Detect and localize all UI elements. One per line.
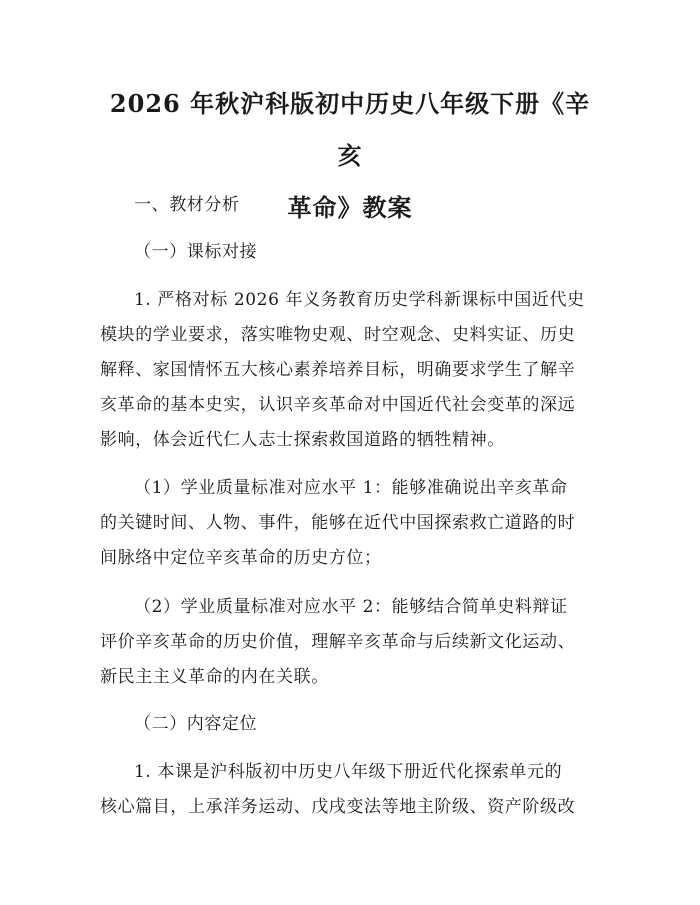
paragraph-quality-level-1: （1）学业质量标准对应水平 1：能够准确说出辛亥革命 的关键时间、人物、事件，能够在近代中国探索救亡道路的时 间脉络中定位辛亥革命的历史方位； [100,478,576,568]
paragraph-quality-level-2: （2）学业质量标准对应水平 2：能够结合简单史料辩证 评价辛亥革命的历史价值，理解辛亥革命与后续新文化运动、 新民主主义革命的内在关联。 [100,597,576,687]
heading-content-positioning: （二）内容定位 [134,714,258,734]
heading-teaching-material-analysis: 一、教材分析 [134,195,240,215]
paragraph-content-positioning: 1. 本课是沪科版初中历史八年级下册近代化探索单元的 核心篇目，上承洋务运动、戊戌变法等地主阶级、资产阶级改 [100,762,576,817]
heading-curriculum-alignment: （一）课标对接 [134,242,258,262]
paragraph-curriculum-requirements: 1. 严格对标 2026 年义务教育历史学科新课标中国近代史 模块的学业要求，落实唯物史观、时空观念、史料实证、历史 解释、家国情怀五大核心素养培养目标，明确要求学生了解辛 亥革命的基本史实，认识辛亥革命对中国近代社会变革的深远 影响，体会近代仁人志士探索救国道路的牺牲精神。 [100,290,585,450]
title-line-1: 2026 年秋沪科版初中历史八年级下册《辛亥 [109,89,591,170]
title-line-2: 革命》教案 [287,193,413,222]
